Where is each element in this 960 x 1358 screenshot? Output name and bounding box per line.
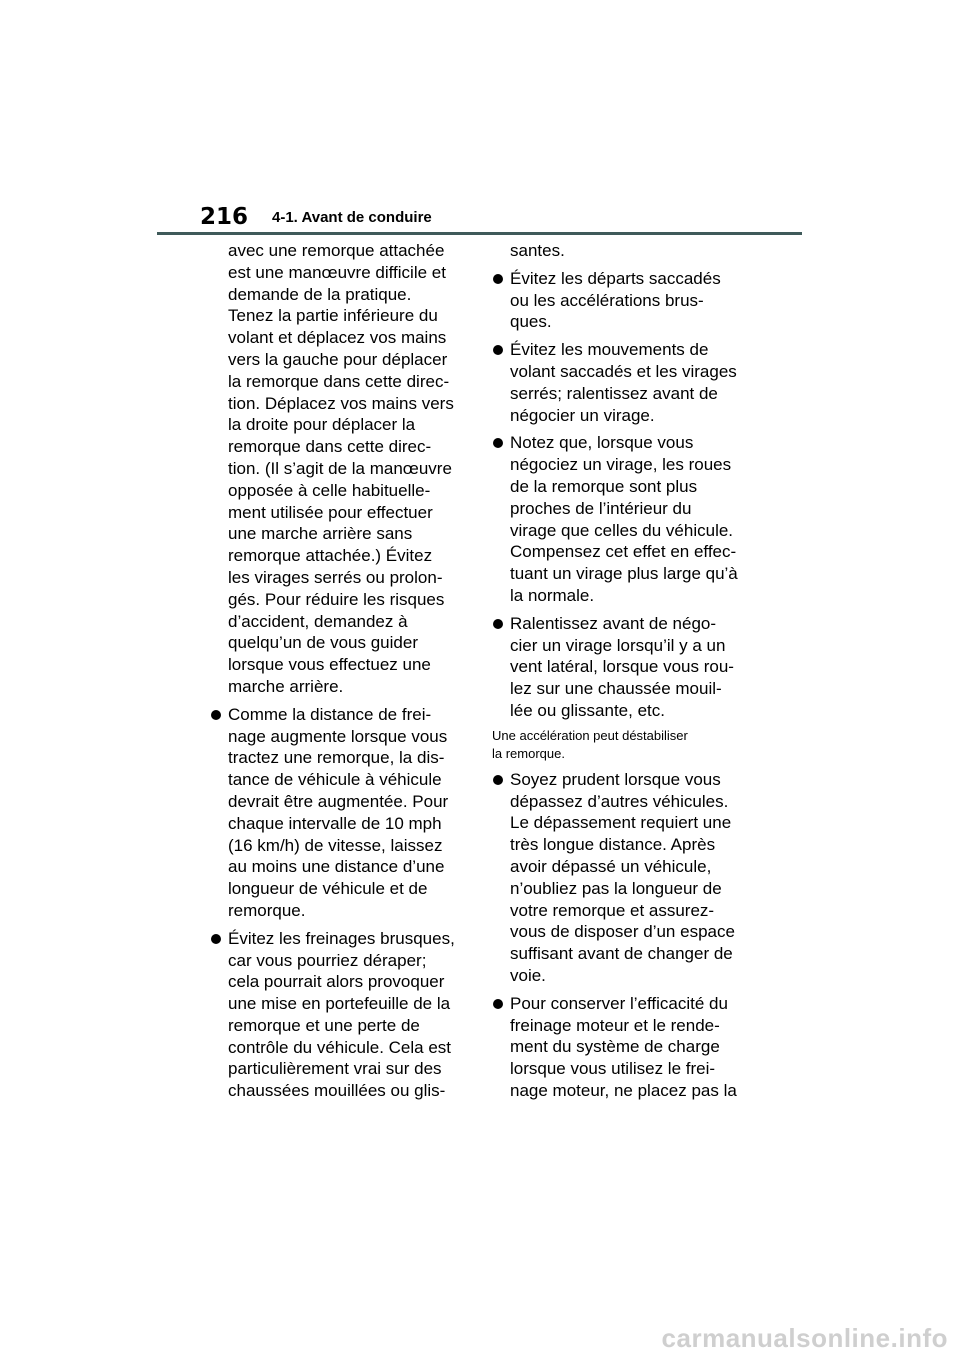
bullet-item xyxy=(492,769,772,987)
text-line: n’oubliez pas la longueur de xyxy=(510,878,722,898)
text-line: cela pourrait alors provoquer xyxy=(228,972,445,992)
bullet-item xyxy=(492,268,772,333)
text-line: nage augmente lorsque vous xyxy=(228,726,448,746)
bullet-dot-icon xyxy=(493,345,503,355)
text-line: remorque dans cette direc- xyxy=(228,437,432,457)
text-line: tance de véhicule à véhicule xyxy=(228,770,442,790)
text-line: quelqu’un de vous guider xyxy=(228,633,418,653)
text-line: tractez une remorque, la dis- xyxy=(228,748,445,768)
bullet-item xyxy=(210,704,490,922)
text-line: la remorque dans cette direc- xyxy=(228,371,450,391)
text-line: volant saccadés et les virages xyxy=(510,361,737,381)
page-number: 216 xyxy=(200,204,249,230)
text-line: très longue distance. Après xyxy=(510,835,716,855)
header-rule xyxy=(157,232,802,235)
text-line: chaque intervalle de 10 mph xyxy=(228,813,442,833)
text-line: marche arrière. xyxy=(228,676,344,696)
text-line: Comme la distance de frei- xyxy=(228,704,432,724)
bullet-dot-icon xyxy=(493,619,503,629)
bullet-dot-icon xyxy=(493,274,503,284)
left-bullet-list xyxy=(210,704,490,1102)
text-line: (16 km/h) de vitesse, laissez xyxy=(228,835,443,855)
bullet-dot-icon xyxy=(493,438,503,448)
text-line: gés. Pour réduire les risques xyxy=(228,589,445,609)
bullet-dot-icon xyxy=(211,710,221,720)
text-line: une marche arrière sans xyxy=(228,524,413,544)
bullet-item xyxy=(492,432,772,606)
section-title: 4-1. Avant de conduire xyxy=(272,209,432,226)
text-line: Compensez cet effet en effec- xyxy=(510,542,737,562)
text-line: lez sur une chaussée mouil- xyxy=(510,679,722,699)
text-line: Notez que, lorsque vous xyxy=(510,433,694,453)
text-line: cier un virage lorsqu’il y a un xyxy=(510,635,726,655)
text-line: est une manœuvre difficile et xyxy=(228,262,446,282)
right-bullet-list-a xyxy=(492,268,772,722)
text-line: longueur de véhicule et de xyxy=(228,879,428,899)
text-line: votre remorque et assurez- xyxy=(510,900,715,920)
bullet-dot-icon xyxy=(211,934,221,944)
right-bullet-list-b xyxy=(492,769,772,1102)
text-line: voie. xyxy=(510,965,546,985)
text-line: freinage moteur et le rende- xyxy=(510,1015,720,1035)
text-line: la droite pour déplacer la xyxy=(228,415,416,435)
text-line: particulièrement vrai sur des xyxy=(228,1059,442,1079)
text-line: nage moteur, ne placez pas la xyxy=(510,1080,737,1100)
text-line: tion. Déplacez vos mains vers xyxy=(228,393,454,413)
text-line: Soyez prudent lorsque vous xyxy=(510,769,721,789)
note-line: Une accélération peut déstabiliser xyxy=(492,727,688,743)
text-line: Le dépassement requiert une xyxy=(510,813,732,833)
text-line: avoir dépassé un véhicule, xyxy=(510,856,712,876)
text-line: dépassez d’autres véhicules. xyxy=(510,791,729,811)
left-column xyxy=(210,240,490,1102)
text-line: santes. xyxy=(510,241,565,260)
text-line: virage que celles du véhicule. xyxy=(510,520,734,540)
text-line: avec une remorque attachée xyxy=(228,241,445,260)
right-column xyxy=(492,240,772,1102)
text-line: au moins une distance d’une xyxy=(228,857,445,877)
text-line: remorque et une perte de xyxy=(228,1015,420,1035)
text-line: serrés; ralentissez avant de xyxy=(510,383,718,403)
text-line: les virages serrés ou prolon- xyxy=(228,567,443,587)
text-line: ques. xyxy=(510,312,552,332)
text-line: vent latéral, lorsque vous rou- xyxy=(510,657,734,677)
text-line: négocier un virage. xyxy=(510,405,655,425)
text-line: Évitez les mouvements de xyxy=(510,340,709,360)
text-line: car vous pourriez déraper; xyxy=(228,950,427,970)
text-line: suffisant avant de changer de xyxy=(510,944,733,964)
text-line: contrôle du véhicule. Cela est xyxy=(228,1037,452,1057)
watermark: carmanualsonline.info xyxy=(661,1323,948,1353)
bullet-item xyxy=(492,993,772,1102)
bullet-item xyxy=(492,613,772,722)
text-line: d’accident, demandez à xyxy=(228,611,408,631)
page-header xyxy=(0,0,960,240)
text-line: devrait être augmentée. Pour xyxy=(228,791,449,811)
bullet-item xyxy=(210,928,490,1102)
text-line: ment du système de charge xyxy=(510,1037,720,1057)
text-line: lée ou glissante, etc. xyxy=(510,700,665,720)
text-line: Évitez les freinages brusques, xyxy=(228,928,455,948)
text-line: Évitez les départs saccadés xyxy=(510,268,721,288)
text-line: Tenez la partie inférieure du xyxy=(228,306,438,326)
text-line: proches de l’intérieur du xyxy=(510,498,692,518)
note-paragraph xyxy=(492,727,772,763)
continued-paragraph xyxy=(210,240,490,698)
bullet-dot-icon xyxy=(493,775,503,785)
text-line: demande de la pratique. xyxy=(228,284,412,304)
text-line: opposée à celle habituelle- xyxy=(228,480,431,500)
text-line: vers la gauche pour déplacer xyxy=(228,349,448,369)
text-line: Pour conserver l’efficacité du xyxy=(510,993,728,1013)
text-line: volant et déplacez vos mains xyxy=(228,328,447,348)
bullet-dot-icon xyxy=(493,999,503,1009)
text-line: tuant un virage plus large qu’à xyxy=(510,564,738,584)
bullet-item xyxy=(492,339,772,426)
text-line: vous de disposer d’un espace xyxy=(510,922,735,942)
text-line: chaussées mouillées ou glis- xyxy=(228,1081,446,1101)
text-line: lorsque vous utilisez le frei- xyxy=(510,1059,716,1079)
text-line: négociez un virage, les roues xyxy=(510,455,732,475)
continued-paragraph-right xyxy=(492,240,772,262)
text-line: Ralentissez avant de négo- xyxy=(510,613,717,633)
text-line: ment utilisée pour effectuer xyxy=(228,502,433,522)
text-line: ou les accélérations brus- xyxy=(510,290,704,310)
text-line: lorsque vous effectuez une xyxy=(228,655,431,675)
text-line: de la remorque sont plus xyxy=(510,476,698,496)
text-line: une mise en portefeuille de la xyxy=(228,994,451,1014)
text-line: tion. (Il s’agit de la manœuvre xyxy=(228,458,452,478)
text-line: remorque. xyxy=(228,900,306,920)
text-line: la normale. xyxy=(510,585,595,605)
text-line: remorque attachée.) Évitez xyxy=(228,546,433,566)
note-line: la remorque. xyxy=(492,745,565,761)
